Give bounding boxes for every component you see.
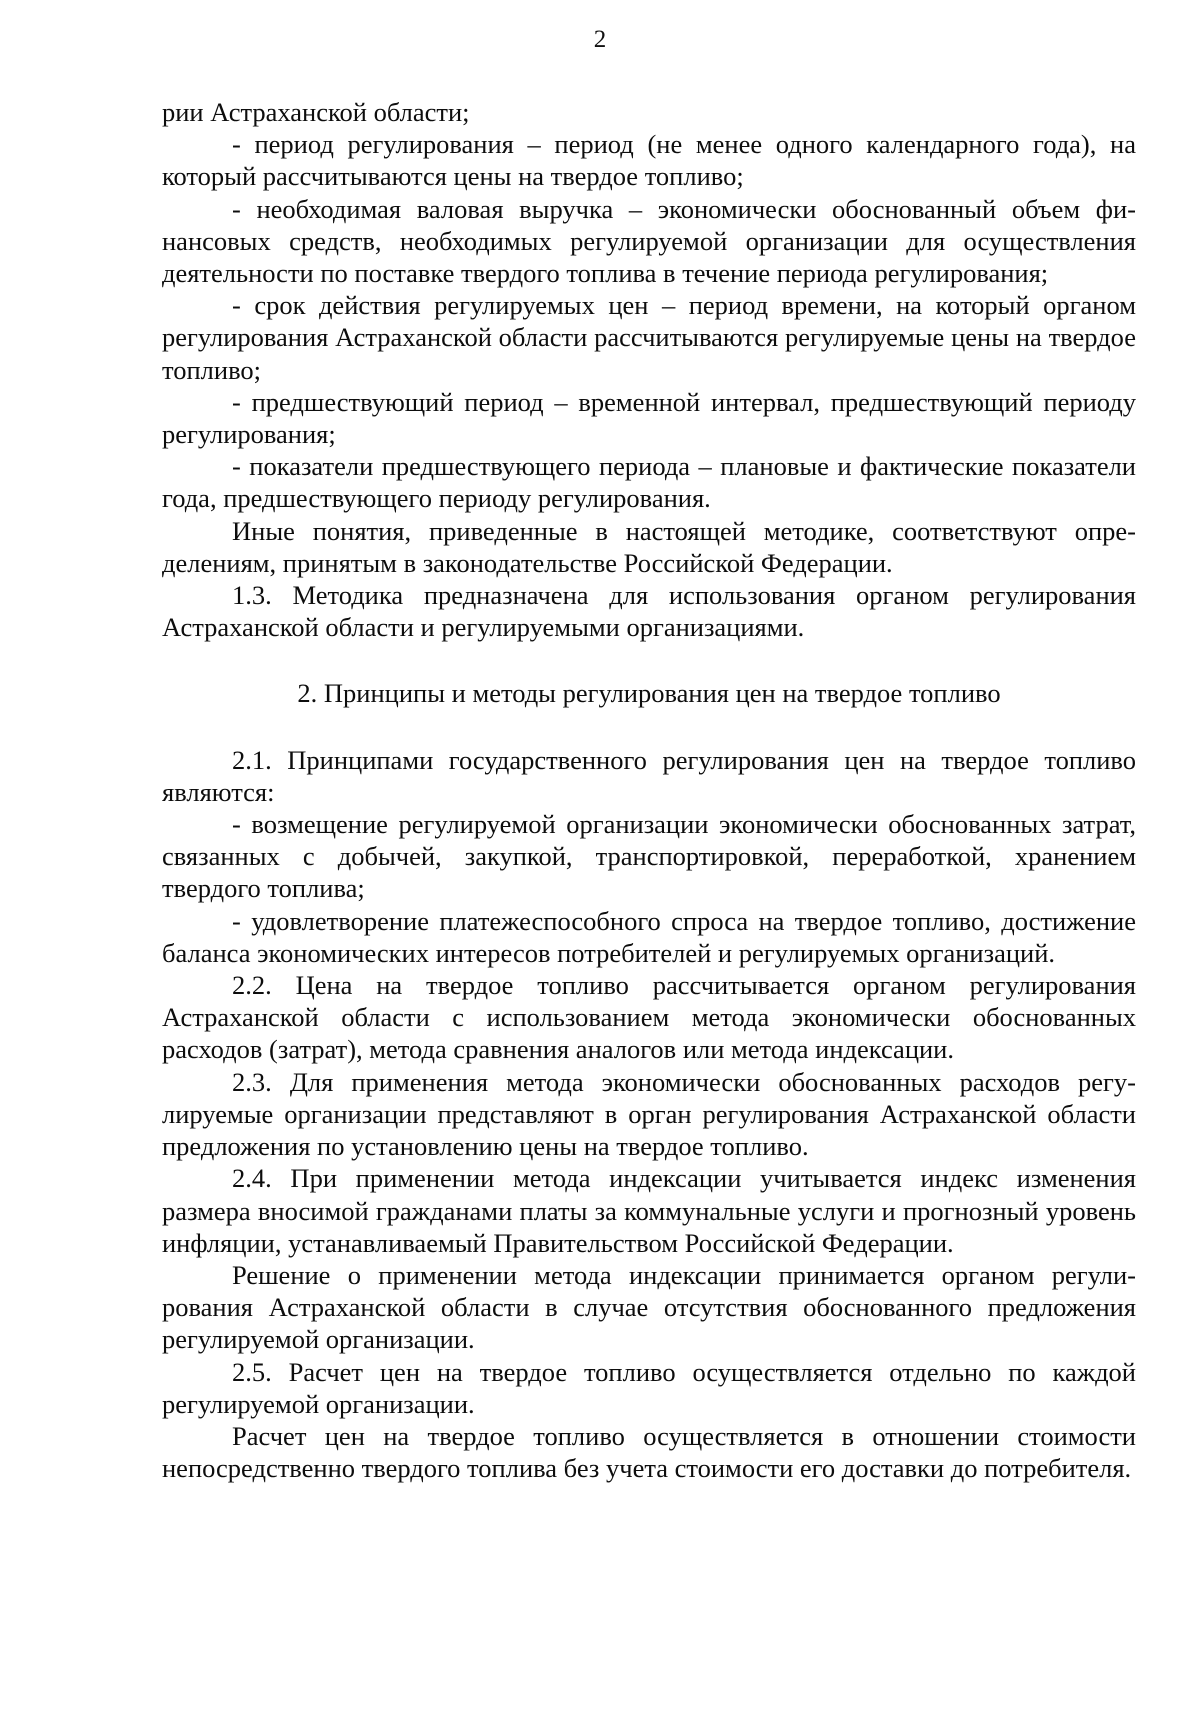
definition-previous-indicators: - показатели предшествующего периода – плановые и фактические показатели года, предшествующего периоду регулирования. [162, 451, 1136, 514]
definition-regulation-period: - период регулирования – период (не менее одного календарного года), на который рассчитываются цены на твердое топливо; [162, 129, 1136, 192]
clause-2-5: 2.5. Расчет цен на твердое топливо осуществляется отдельно по каждой регулируемой организации. [162, 1356, 1136, 1419]
principle-cost-recovery: - возмещение регулируемой организации экономически обоснованных затрат, связанных с добычей, закупкой, транспортировкой, переработкой, хранением твердого топлива; [162, 809, 1136, 904]
definition-gross-revenue: - необходимая валовая выручка – экономически обоснованный объем финансовых средств, необходимых регулируемой организации для осуществления деятельности по поставке твердого топлива в течение периода регулирования; [162, 193, 1136, 289]
clause-2-1: 2.1. Принципами государственного регулирования цен на твердое топливо являются: [162, 744, 1136, 807]
document-body [162, 96, 1136, 1484]
indexation-decision-paragraph: Решение о применении метода индексации принимается органом регулирования Астраханской области в случае отсутствия обоснованного предложения регулируемой организации. [162, 1259, 1136, 1355]
page-number: 2 [593, 26, 607, 53]
section-heading: 2. Принципы и методы регулирования цен на твердое топливо [297, 678, 1001, 709]
definition-previous-period: - предшествующий период – временной интервал, предшествующий периоду регулирования; [162, 386, 1136, 450]
clause-2-2: 2.2. Цена на твердое топливо рассчитывается органом регулирования Астраханской области с использованием метода экономически обоснованных расходов (затрат), метода сравнения аналогов или метода индексации. [162, 970, 1136, 1065]
definition-price-validity: - срок действия регулируемых цен – период времени, на который органом регулирования Астраханской области рассчитываются регулируемые цены на твердое топливо; [162, 290, 1136, 385]
paragraph-continuation: рии Астраханской области; [162, 97, 470, 127]
clause-2-4: 2.4. При применении метода индексации учитывается индекс изменения размера вносимой гражданами платы за коммунальные услуги и прогнозный уровень инфляции, устанавливаемый Правительством Российской Федерации. [162, 1163, 1136, 1258]
clause-1-3: 1.3. Методика предназначена для использования органом регулирования Астраханской области и регулируемыми организациями. [162, 580, 1136, 643]
clause-2-3: 2.3. Для применения метода экономически обоснованных расходов регулируемые организации представляют в орган регулирования Астраханской области предложения по установлению цены на твердое топливо. [162, 1066, 1136, 1162]
other-definitions-paragraph: Иные понятия, приведенные в настоящей методике, соответствуют определениям, принятым в законодательстве Российской Федерации. [162, 515, 1136, 578]
principle-demand-balance: - удовлетворение платежеспособного спроса на твердое топливо, достижение баланса экономических интересов потребителей и регулируемых организаций. [162, 905, 1136, 968]
price-calculation-scope-paragraph: Расчет цен на твердое топливо осуществляется в отношении стоимости непосредственно твердого топлива без учета стоимости его доставки до потребителя. [162, 1420, 1136, 1484]
